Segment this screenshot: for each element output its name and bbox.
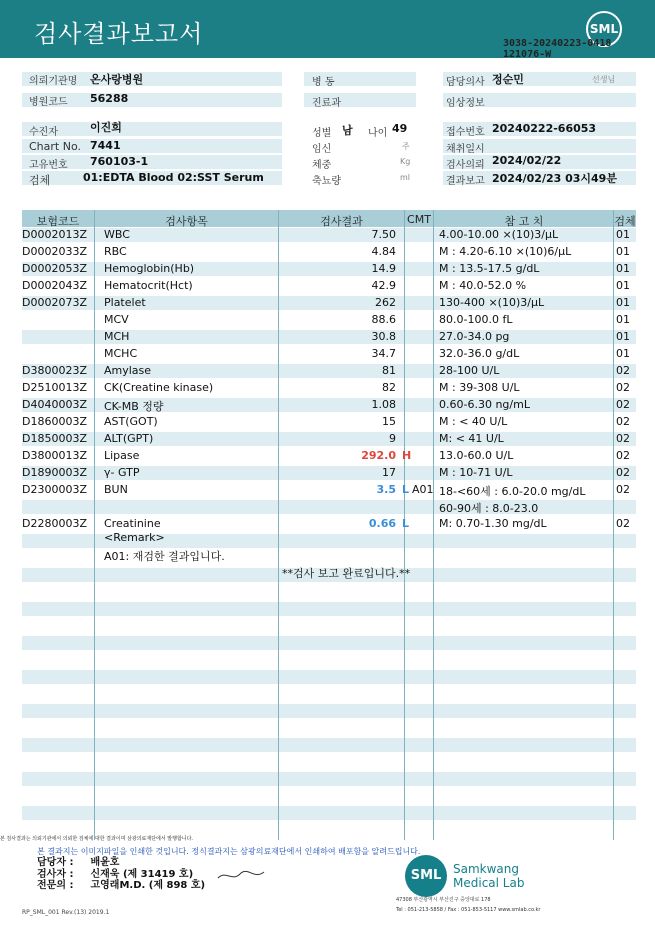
row-band <box>22 704 636 718</box>
info-band <box>22 122 282 136</box>
request-label: 검사의뢰 <box>446 160 485 171</box>
cell-result: 9 <box>389 432 396 445</box>
cell-result: 1.08 <box>371 398 396 411</box>
cell-reference: M: 0.70-1.30 mg/dL <box>439 517 547 530</box>
table-row <box>22 414 636 431</box>
patient-field <box>29 121 122 138</box>
cell-reference: 13.0-60.0 U/L <box>439 449 514 462</box>
table-row <box>22 482 636 499</box>
cell-test-name: MCH <box>104 330 130 343</box>
hospital-code-value: 56288 <box>90 92 129 105</box>
dept-field <box>312 94 341 109</box>
sex-value: 남 <box>342 124 353 137</box>
table-row <box>22 465 636 482</box>
cell-specimen: 01 <box>616 279 630 292</box>
cell-test-name: MCHC <box>104 347 138 360</box>
cell-test-name: BUN <box>104 483 128 496</box>
cell-result: 17 <box>382 466 396 479</box>
doctor-label: 담당의사 <box>446 77 485 88</box>
ward-label: 병 동 <box>312 77 335 88</box>
cell-reference: M: < 41 U/L <box>439 432 504 445</box>
doctor-value: 정순민 <box>492 73 524 86</box>
cell-specimen: 02 <box>616 398 630 411</box>
report-label: 결과보고 <box>446 176 485 187</box>
table-row <box>22 431 636 448</box>
lab-name <box>453 862 524 890</box>
cell-insurance-code: D0002033Z <box>22 245 87 258</box>
id-field <box>29 155 149 171</box>
table-row <box>22 397 636 414</box>
lab-address-line-1: 47308 부산광역시 부산진구 중앙대로 178 <box>396 897 491 903</box>
table-row <box>22 499 636 516</box>
document-number-line-2: 121076-W <box>503 49 552 60</box>
signer-tester-label: 검사자 : <box>37 869 74 880</box>
cell-result: 262 <box>375 296 396 309</box>
table-row <box>22 278 636 295</box>
id-label: 고유번호 <box>29 160 68 171</box>
report-complete-text: **검사 보고 완료입니다.** <box>282 567 411 580</box>
cell-test-name: RBC <box>104 245 127 258</box>
cell-specimen: 02 <box>616 364 630 377</box>
cell-reference: 80.0-100.0 fL <box>439 313 513 326</box>
doctor-field <box>446 73 616 88</box>
collect-label: 채취일시 <box>446 144 485 155</box>
table-row <box>22 329 636 346</box>
urine-label: 축뇨량 <box>312 176 341 187</box>
pregnancy-field <box>312 140 410 155</box>
header-item: 검사항목 <box>165 215 208 228</box>
cell-insurance-code: D2280003Z <box>22 517 87 530</box>
cell-result: 0.66 <box>368 517 396 530</box>
header-reference: 참 고 치 <box>504 215 544 228</box>
cell-insurance-code: D2300003Z <box>22 483 87 496</box>
cell-reference: M : 10-71 U/L <box>439 466 513 479</box>
cell-insurance-code: D0002013Z <box>22 228 87 241</box>
table-row <box>22 295 636 312</box>
cell-insurance-code: D3800013Z <box>22 449 87 462</box>
doctor-suffix: 선생님 <box>592 75 616 84</box>
cell-test-name: AST(GOT) <box>104 415 158 428</box>
report-field <box>446 172 617 187</box>
table-row <box>22 363 636 380</box>
cell-reference: 32.0-36.0 g/dL <box>439 347 520 360</box>
cell-test-name: CK-MB 정량 <box>104 400 164 413</box>
cell-test-name: WBC <box>104 228 130 241</box>
patient-value: 이진희 <box>90 121 122 134</box>
cell-specimen: 02 <box>616 381 630 394</box>
receipt-field <box>446 122 597 138</box>
cell-reference: M : 39-308 U/L <box>439 381 520 394</box>
chart-field <box>29 139 121 153</box>
table-row <box>22 312 636 329</box>
cell-insurance-code: D0002043Z <box>22 279 87 292</box>
age-value: 49 <box>392 122 408 135</box>
cell-specimen: 01 <box>616 330 630 343</box>
weight-unit: Kg <box>400 157 411 166</box>
cell-specimen: 01 <box>616 313 630 326</box>
ward-field <box>312 73 335 88</box>
urine-field <box>312 172 411 187</box>
signer-specialist <box>37 876 205 891</box>
collect-field <box>446 140 485 155</box>
cell-insurance-code: D2510013Z <box>22 381 87 394</box>
cell-result: 30.8 <box>371 330 396 343</box>
form-revision: RP_SML_001 Rev.(13) 2019.1 <box>22 909 110 916</box>
lab-name-line-2: Medical Lab <box>453 876 525 890</box>
cell-comment: A01 <box>412 483 434 496</box>
cell-result: 292.0 <box>361 449 396 462</box>
cell-insurance-code: D0002073Z <box>22 296 87 309</box>
remark-text: A01: 재검한 결과입니다. <box>104 550 225 563</box>
hospital-field <box>29 72 144 87</box>
lab-address <box>396 895 540 915</box>
signer-tester-name: 신재욱 (제 31419 호) <box>90 869 194 880</box>
cell-reference: M : 40.0-52.0 % <box>439 279 527 292</box>
cell-test-name: Hematocrit(Hct) <box>104 279 193 292</box>
cell-result: 42.9 <box>371 279 396 292</box>
hospital-code-field <box>29 92 129 108</box>
specimen-label: 검체 <box>29 174 51 187</box>
table-row <box>22 261 636 278</box>
report-value: 2024/02/23 03시49분 <box>492 172 617 185</box>
header-code: 보험코드 <box>36 215 80 228</box>
signer-manager-label: 담당자 : <box>37 857 74 868</box>
chart-value: 7441 <box>90 139 121 152</box>
cell-specimen: 02 <box>616 432 630 445</box>
cell-result: 3.5 <box>376 483 396 496</box>
document-number-line-1: 3038-20240223-0418 <box>503 38 612 49</box>
hospital-value: 온사랑병원 <box>90 73 144 86</box>
dept-label: 진료과 <box>312 98 341 109</box>
cell-specimen: 01 <box>616 296 630 309</box>
cell-reference: 27.0-34.0 pg <box>439 330 510 343</box>
header-result: 검사결과 <box>320 215 363 228</box>
cell-specimen: 02 <box>616 449 630 462</box>
sex-label: 성별 <box>312 128 332 139</box>
cell-reference: M : 13.5-17.5 g/dL <box>439 262 540 275</box>
cell-specimen: 01 <box>616 245 630 258</box>
row-band <box>22 670 636 684</box>
cell-reference: 130-400 ×(10)3/µL <box>439 296 545 309</box>
row-band <box>22 772 636 786</box>
sml-logo: SML <box>586 11 622 47</box>
cell-test-name: Creatinine <box>104 517 161 530</box>
row-band <box>22 738 636 752</box>
cell-specimen: 01 <box>616 347 630 360</box>
footer-warning: 본 결과지는 이미지파일을 인쇄한 것입니다. 정식결과지는 삼광의료재단에서 인쇄하여 배포함을 알려드립니다. <box>37 847 421 856</box>
request-field <box>446 154 562 171</box>
cell-test-name: Platelet <box>104 296 146 309</box>
cell-result: 4.84 <box>371 245 396 258</box>
cell-result: 7.50 <box>371 228 396 241</box>
cell-result: 88.6 <box>371 313 396 326</box>
cell-test-name: Hemoglobin(Hb) <box>104 262 195 275</box>
cell-specimen: 02 <box>616 483 630 496</box>
specimen-field <box>29 171 264 188</box>
row-band <box>22 806 636 820</box>
cell-insurance-code: D1890003Z <box>22 466 87 479</box>
table-row <box>22 448 636 465</box>
id-value: 760103-1 <box>90 155 149 168</box>
sex-age-field <box>312 122 408 139</box>
table-row <box>22 227 636 244</box>
signer-specialist-label: 전문의 : <box>37 880 74 891</box>
cell-result: 14.9 <box>371 262 396 275</box>
signature-scribble <box>216 868 266 884</box>
pregnancy-label: 임신 <box>312 144 332 155</box>
chart-label: Chart No. <box>29 140 81 153</box>
cell-test-name: MCV <box>104 313 129 326</box>
cell-reference: 4.00-10.00 ×(10)3/µL <box>439 228 559 241</box>
specimen-value: 01:EDTA Blood 02:SST Serum <box>83 171 264 184</box>
cell-reference: M : 4.20-6.10 ×(10)6/µL <box>439 245 572 258</box>
cell-insurance-code: D1860003Z <box>22 415 87 428</box>
cell-test-name: Lipase <box>104 449 140 462</box>
report-title: 검사결과보고서 <box>34 20 204 48</box>
hospital-code-label: 병원코드 <box>29 97 68 108</box>
cell-insurance-code: D3800023Z <box>22 364 87 377</box>
cell-specimen: 02 <box>616 415 630 428</box>
table-row <box>22 380 636 397</box>
cell-specimen: 02 <box>616 466 630 479</box>
cell-insurance-code: D0002053Z <box>22 262 87 275</box>
cell-specimen: 02 <box>616 517 630 530</box>
cell-result: 82 <box>382 381 396 394</box>
hospital-label: 의뢰기관명 <box>29 76 78 87</box>
cell-test-name: CK(Creatine kinase) <box>104 381 214 394</box>
receipt-label: 접수번호 <box>446 127 485 138</box>
sml-lab-logo: SML <box>405 855 447 897</box>
cell-result: 15 <box>382 415 396 428</box>
cell-reference: 60-90세 : 8.0-23.0 <box>439 502 539 515</box>
pregnancy-unit: 주 <box>402 142 410 151</box>
patient-label: 수진자 <box>29 127 58 138</box>
request-value: 2024/02/22 <box>492 154 562 167</box>
cell-test-name: γ- GTP <box>104 466 140 479</box>
row-band <box>22 636 636 650</box>
urine-unit: ml <box>400 173 411 182</box>
cell-specimen: 01 <box>616 262 630 275</box>
cell-reference: 18-<60세 : 6.0-20.0 mg/dL <box>439 485 586 498</box>
lab-address-line-2: Tel : 051-213-5858 / Fax : 051-853-5117 www.smlab.co.kr <box>396 907 541 913</box>
lab-name-line-1: Samkwang <box>453 862 519 876</box>
signer-specialist-name: 고영래M.D. (제 898 호) <box>90 880 206 891</box>
clinical-field <box>446 94 485 109</box>
cell-insurance-code: D1850003Z <box>22 432 87 445</box>
table-row <box>22 244 636 261</box>
row-band <box>22 602 636 616</box>
cell-test-name: ALT(GPT) <box>104 432 154 445</box>
table-row <box>22 346 636 363</box>
signer-manager-name: 배윤호 <box>90 857 120 868</box>
cell-result: 81 <box>382 364 396 377</box>
cell-flag: H <box>402 449 412 462</box>
age-label: 나이 <box>368 128 388 139</box>
cell-result: 34.7 <box>371 347 396 360</box>
footer-small-note: 본 검사결과는 의뢰기관에서 의뢰한 검체에 대한 결과이며 삼광의료재단에서 발행합니다. <box>0 836 194 842</box>
cell-specimen: 01 <box>616 228 630 241</box>
header-cmt: CMT <box>407 213 431 226</box>
cell-test-name: Amylase <box>104 364 152 377</box>
remark-title: <Remark> <box>104 531 165 544</box>
weight-field <box>312 156 411 171</box>
cell-reference: 0.60-6.30 ng/mL <box>439 398 530 411</box>
receipt-value: 20240222-66053 <box>492 122 597 135</box>
cell-insurance-code: D4040003Z <box>22 398 87 411</box>
clinical-label: 임상정보 <box>446 98 485 109</box>
header-specimen: 검체 <box>614 215 636 228</box>
cell-flag: L <box>402 483 410 496</box>
cell-reference: 28-100 U/L <box>439 364 500 377</box>
cell-reference: M : < 40 U/L <box>439 415 508 428</box>
weight-label: 체중 <box>312 160 332 171</box>
cell-flag: L <box>402 517 410 530</box>
document-number <box>503 38 611 60</box>
